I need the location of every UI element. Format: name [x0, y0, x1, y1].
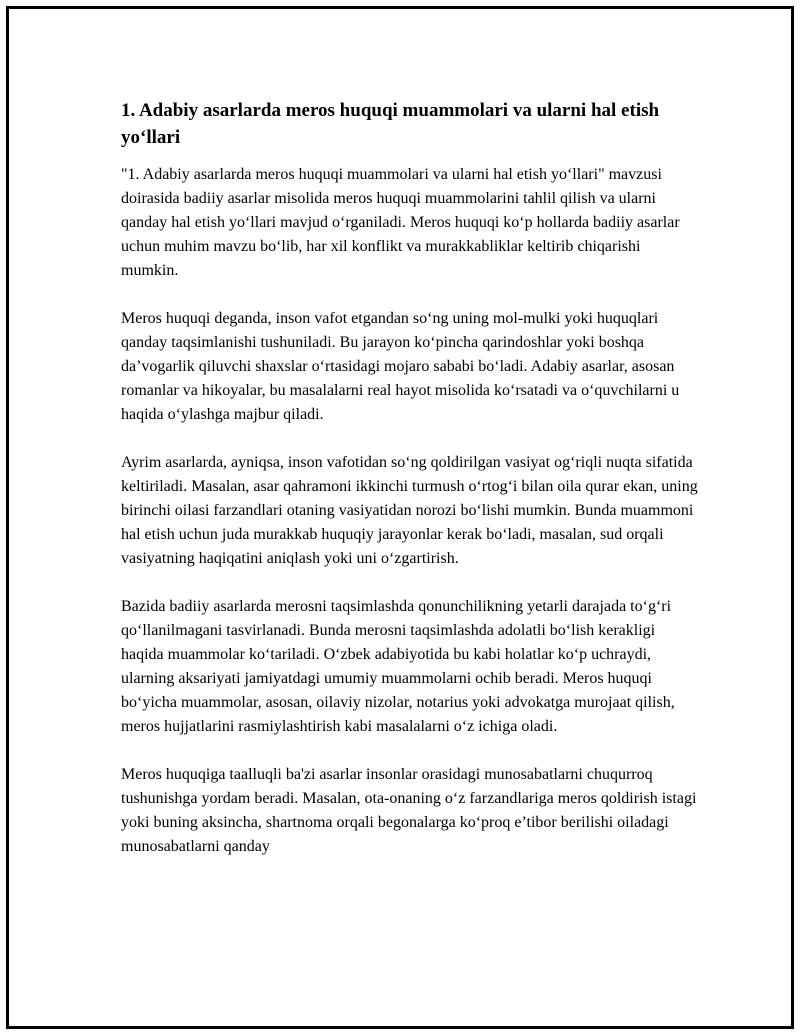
- paragraph-3: Ayrim asarlarda, ayniqsa, inson vafotidan so‘ng qoldirilgan vasiyat og‘riqli nuqta sifatida keltiriladi. Masalan, asar qahramoni ikkinchi turmush o‘rtog‘i bilan oila qurar ekan, uning birinchi oilasi farzandlari otaning vasiyatidan norozi bo‘lishi mumkin. Bunda muammoni hal etish uchun juda murakkab huquqiy jarayonlar kerak bo‘ladi, masalan, sud orqali vasiyatning haqiqatini aniqlash yoki uni o‘zgartirish.: [121, 454, 698, 567]
- paragraph-4: Bazida badiiy asarlarda merosni taqsimlashda qonunchilikning yetarli darajada to‘g‘ri qo‘llanilmagani tasvirlanadi. Bunda merosni taqsimlashda adolatli bo‘lish kerakligi haqida muammolar ko‘tariladi. O‘zbek adabiyotida bu kabi holatlar ko‘p uchraydi, ularning aksariyati jamiyatdagi umumiy muammolarni ochib beradi. Meros huquqi bo‘yicha muammolar, asosan, oilaviy nizolar, notarius yoki advokatga murojaat qilish, meros hujjatlarini rasmiylashtirish kabi masalalarni o‘z ichiga oladi.: [121, 598, 675, 735]
- page-frame: [6, 6, 794, 1029]
- document-title: 1. Adabiy asarlarda meros huquqi muammolari va ularni hal etish yo‘llari: [121, 100, 660, 148]
- document-body: [121, 97, 699, 883]
- paragraph-5: Meros huquqiga taalluqli ba'zi asarlar insonlar orasidagi munosabatlarni chuqurroq tushunishga yordam beradi. Masalan, ota-onaning o‘z farzandlariga meros qoldirish istagi yoki buning aksincha, shartnoma orqali begonalarga ko‘proq e’tibor berilishi oiladagi munosabatlarni qanday: [121, 766, 697, 855]
- paragraph-2: Meros huquqi deganda, inson vafot etgandan so‘ng uning mol-mulki yoki huquqlari qanday taqsimlanishi tushuniladi. Bu jarayon ko‘pincha qarindoshlar yoki boshqa da’vogarlik qiluvchi shaxslar o‘rtasidagi mojaro sababi bo‘ladi. Adabiy asarlar, asosan romanlar va hikoyalar, bu masalalarni real hayot misolida ko‘rsatadi va o‘quvchilarni u haqida o‘ylashga majbur qiladi.: [121, 310, 680, 423]
- paragraph-1: "1. Adabiy asarlarda meros huquqi muammolari va ularni hal etish yo‘llari" mavzusi doirasida badiiy asarlar misolida meros huquqi muammolarini tahlil qilish va ularni qanday hal etish yo‘llari mavjud o‘rganiladi. Meros huquqi ko‘p hollarda badiiy asarlar uchun muhim mavzu bo‘lib, har xil konflikt va murakkabliklar keltirib chiqarishi mumkin.: [121, 166, 680, 279]
